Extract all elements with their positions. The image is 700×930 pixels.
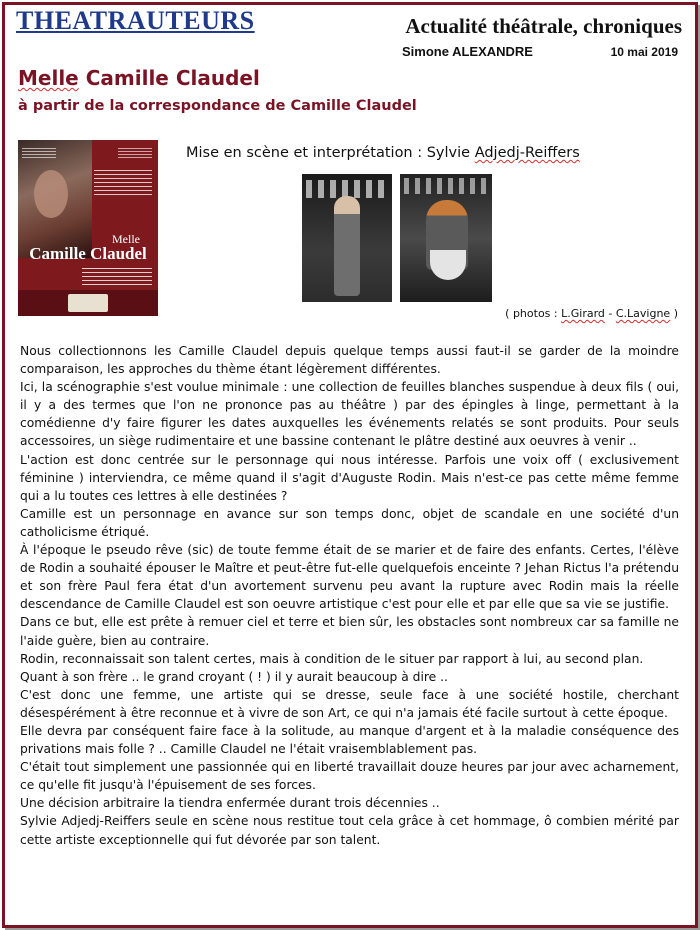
article-paragraph: C'est donc une femme, une artiste qui se dresse, seule face à une société hostile, cherchant désespérément à être reconnue et à vivre de son Art, ce qui n'a jamais été facile surtout à cette époque. bbox=[20, 687, 679, 720]
article-paragraph: Rodin, reconnaissait son talent certes, mais à condition de le situer par rapport à lui, au second plan. bbox=[20, 651, 644, 666]
photo-credit: ( photos : L.Girard - C.Lavigne ) bbox=[505, 307, 678, 320]
article-title bbox=[18, 66, 260, 90]
article-paragraph: Nous collectionnons les Camille Claudel depuis quelque temps aussi faut-il se garder de la moindre comparaison, les approches du thème étant légèrement différentes. bbox=[20, 344, 679, 377]
article-paragraph: Sylvie Adjedj-Reiffers seule en scène nous restitue tout cela grâce à cet hommage, ô combien mérité par cette artiste exceptionnelle qui fut dévorée par son talent. bbox=[20, 814, 679, 847]
article-paragraph: Dans ce but, elle est prête à remuer ciel et terre et bien sûr, les obstacles sont nombreux car sa famille ne l'aide guère, bien au contraire. bbox=[20, 615, 679, 648]
actress-figure bbox=[334, 196, 360, 296]
article-paragraph: Quant à son frère .. le grand croyant ( ! ) il y aurait beaucoup à dire .. bbox=[20, 669, 448, 684]
article-subtitle: à partir de la correspondance de Camille Claudel bbox=[18, 98, 417, 114]
publish-date: 10 mai 2019 bbox=[610, 45, 678, 59]
show-poster-image bbox=[18, 140, 158, 316]
plaster-basin bbox=[430, 250, 466, 280]
article-paragraph: L'action est donc centrée sur le personnage qui nous intéresse. Parfois une voix off ( exclusivement féminine ) interviendra, ce même quand il s'agit d'Auguste Rodin. Mais n'est-ce pas cette même femme qui a lu toutes ces lettres à elle destinées ? bbox=[20, 452, 679, 503]
stage-photo-standing bbox=[302, 174, 392, 302]
poster-melle: Melle bbox=[112, 232, 140, 246]
staging-credits: Mise en scène et interprétation : Sylvie Adjedj-Reiffers bbox=[186, 145, 580, 161]
poster-credits bbox=[82, 268, 152, 286]
hanging-papers bbox=[404, 178, 488, 194]
stage-photo-seated bbox=[400, 174, 492, 302]
article-paragraph: À l'époque le pseudo rêve (sic) de toute femme était de se marier et de faire des enfants. Certes, l'élève de Rodin a souhaité épouser le Maître et peut-être fut-elle quelquefois enceinte ? Jehan Rictus l'a prétendu et son frère Paul fera état d'un avortement survenu peu avant la rupture avec Rodin mais la réelle descendance de Camille Claudel est son oeuvre artistique c'est pour elle et par elle que sa vie se justifie. bbox=[20, 543, 679, 612]
author-name: Simone ALEXANDRE bbox=[402, 44, 533, 59]
poster-smalltext-right bbox=[118, 148, 152, 158]
article-paragraph: Camille est un personnage en avance sur son temps donc, objet de scandale en une société d'un catholicisme étriqué. bbox=[20, 506, 679, 539]
poster-name: Camille Claudel bbox=[29, 244, 147, 263]
article-paragraph: Ici, la scénographie s'est voulue minimale : une collection de feuilles blanches suspendue à deux fils ( oui, il y a des termes que l'on ne prononce pas au théâtre ) par des épingles à linge, permettant à la comédienne d'y faire figurer les dates auxquelles les événements relatés se sont produits. Pour seuls accessoires, un siège rudimentaire et une bassine contenant le plâtre destiné aux oeuvres à venir .. bbox=[20, 380, 679, 449]
article-paragraph: Une décision arbitraire la tiendra enfermée durant trois décennies .. bbox=[20, 796, 440, 811]
title-rest: Camille Claudel bbox=[85, 66, 260, 90]
site-tagline: Actualité théâtrale, chroniques bbox=[405, 14, 682, 38]
theatre-logo bbox=[68, 294, 108, 312]
site-title[interactable]: THEATRAUTEURS bbox=[16, 6, 255, 35]
poster-smalltext-left bbox=[22, 148, 56, 158]
title-melle-word: Melle bbox=[18, 66, 79, 90]
article-paragraph: Elle devra par conséquent faire face à la solitude, au manque d'argent et à la maladie conséquence des privations mais folle ? .. Camille Claudel ne l'était vraisemblablement pas. bbox=[20, 723, 679, 757]
article-paragraph: C'était tout simplement une passionnée qui en liberté travaillait douze heures par jour avec acharnement, ce qu'elle fit jusqu'à l'épuisement de ses forces. bbox=[20, 760, 679, 793]
article-body bbox=[20, 342, 679, 849]
poster-quote bbox=[94, 170, 152, 198]
